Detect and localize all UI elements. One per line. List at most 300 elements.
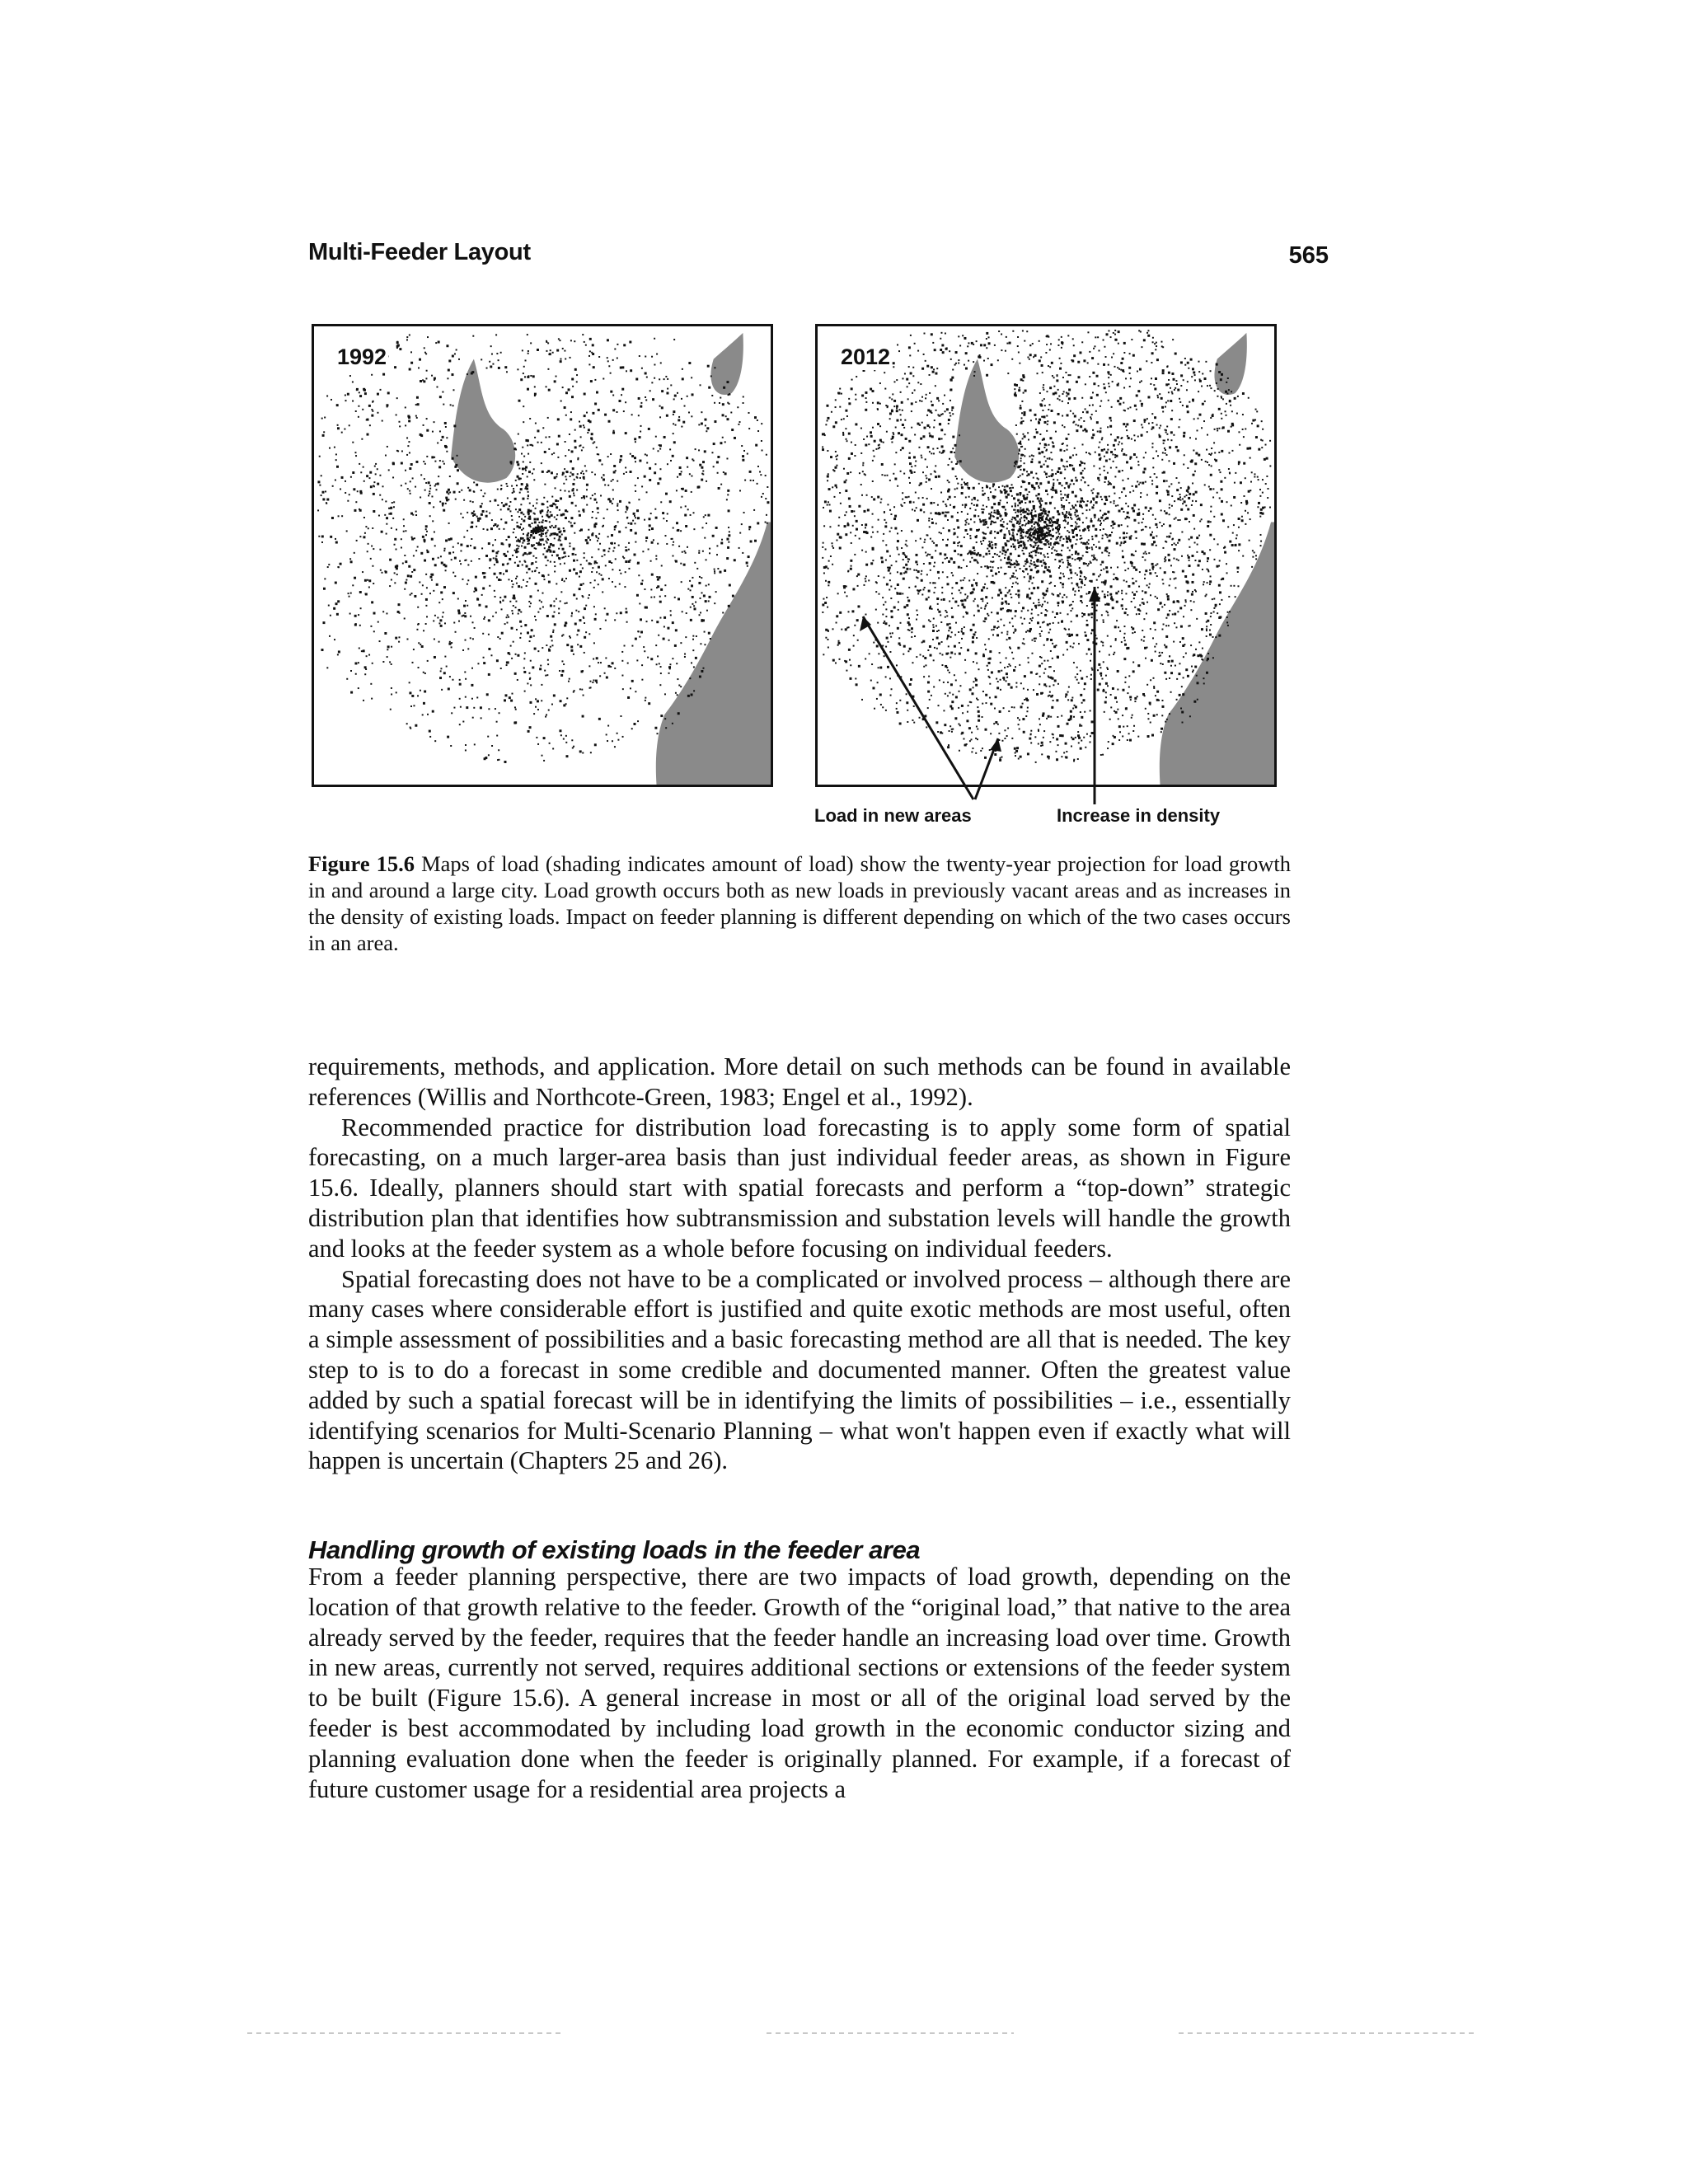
load-dot (1245, 502, 1248, 504)
load-dot (562, 548, 565, 551)
load-dot (521, 483, 523, 485)
load-dot (1173, 558, 1175, 560)
load-dot (688, 362, 691, 364)
load-dot (663, 436, 666, 438)
load-dot (668, 640, 670, 641)
load-dot (555, 525, 556, 527)
load-dot (526, 565, 528, 568)
load-dot (1037, 477, 1039, 479)
load-dot (945, 504, 946, 505)
load-dot (372, 565, 373, 567)
load-dot (532, 473, 533, 475)
load-dot (565, 476, 566, 477)
load-dot (924, 539, 926, 541)
load-dot (584, 622, 585, 624)
load-dot (371, 409, 373, 410)
load-dot (559, 536, 561, 538)
load-dot (1071, 465, 1073, 466)
load-dot (573, 548, 575, 551)
load-dot (1114, 330, 1116, 331)
load-dot (557, 418, 560, 420)
load-dot (329, 448, 331, 449)
load-dot (1045, 460, 1047, 462)
load-dot (579, 645, 582, 648)
load-dot (507, 497, 509, 499)
load-dot (526, 585, 528, 587)
load-dot (1098, 447, 1100, 448)
load-dot (526, 572, 528, 574)
load-dot (1165, 406, 1166, 408)
load-dot (1137, 464, 1139, 466)
load-dot (556, 533, 559, 536)
load-dot (1128, 367, 1131, 369)
load-dot (1152, 457, 1154, 459)
load-dot (386, 612, 387, 614)
load-dot (623, 344, 626, 346)
load-dot (649, 390, 651, 391)
load-dot (1118, 497, 1120, 499)
load-dot (635, 517, 636, 518)
load-dot (384, 570, 386, 572)
load-dot (1168, 379, 1170, 381)
load-dot (884, 525, 887, 527)
load-dot (956, 519, 959, 522)
load-dot (1130, 406, 1132, 408)
load-dot (617, 480, 618, 482)
load-dot (1072, 532, 1074, 534)
load-dot (980, 541, 982, 542)
load-dot (597, 540, 598, 541)
load-dot (533, 544, 535, 546)
load-dot (543, 527, 545, 528)
load-dot (1082, 411, 1084, 413)
load-dot (499, 528, 500, 530)
load-dot (1093, 499, 1095, 501)
load-dot (1202, 569, 1203, 570)
load-dot (579, 477, 581, 479)
load-dot (509, 558, 511, 560)
load-dot (1088, 547, 1090, 549)
load-dot (856, 376, 857, 377)
load-dot (425, 482, 427, 484)
load-dot (865, 401, 867, 403)
load-dot (1206, 449, 1207, 451)
load-dot (720, 442, 722, 444)
load-dot (1258, 479, 1259, 480)
load-dot (562, 472, 565, 475)
load-dot (607, 536, 609, 537)
load-dot (527, 439, 529, 442)
load-dot (471, 684, 473, 687)
load-dot (470, 500, 471, 502)
load-dot (1043, 464, 1045, 466)
load-dot (490, 654, 492, 656)
sea-water (656, 522, 771, 785)
load-dot (564, 468, 565, 470)
load-dot (598, 537, 599, 539)
load-dot (591, 571, 593, 573)
load-dot (673, 433, 674, 434)
load-dot (706, 430, 707, 432)
load-dot (1082, 470, 1084, 471)
load-dot (670, 384, 672, 386)
load-dot (1192, 574, 1194, 576)
load-dot (494, 499, 496, 502)
load-dot (410, 351, 412, 353)
load-dot (926, 535, 928, 537)
load-dot (359, 490, 362, 493)
load-dot (386, 523, 387, 525)
load-dot (955, 476, 957, 477)
load-dot (646, 491, 648, 493)
load-dot (482, 587, 485, 589)
load-dot (467, 545, 469, 547)
load-dot (498, 359, 499, 361)
load-dot (765, 498, 767, 499)
load-dot (403, 518, 405, 520)
load-dot (870, 431, 872, 434)
load-dot (954, 364, 956, 366)
load-dot (546, 536, 547, 537)
load-dot (978, 515, 979, 517)
load-dot (368, 477, 370, 479)
load-dot (478, 604, 481, 607)
load-dot (1147, 330, 1149, 331)
load-dot (672, 621, 674, 624)
load-dot (637, 477, 639, 479)
load-dot (600, 494, 602, 496)
load-dot (881, 463, 884, 466)
load-dot (1011, 518, 1013, 520)
load-dot (601, 477, 603, 479)
load-dot (897, 571, 898, 573)
load-dot (714, 367, 715, 368)
load-dot (409, 490, 410, 492)
load-dot (425, 598, 428, 601)
load-dot (617, 509, 619, 511)
load-dot (620, 573, 621, 574)
load-dot (534, 386, 536, 387)
load-dot (417, 695, 419, 696)
load-dot (513, 448, 516, 450)
load-dot (1057, 510, 1059, 513)
load-dot (915, 401, 917, 403)
load-dot (659, 405, 661, 407)
load-dot (935, 410, 937, 411)
load-dot (645, 697, 646, 699)
load-dot (1140, 496, 1142, 498)
load-dot (760, 474, 762, 476)
load-dot (368, 579, 371, 582)
load-dot (538, 528, 541, 531)
load-dot (914, 389, 916, 391)
load-dot (667, 627, 669, 630)
load-dot (422, 714, 424, 715)
load-dot (548, 710, 550, 711)
load-dot (354, 452, 356, 453)
load-dot (930, 569, 931, 571)
load-dot (1188, 556, 1190, 559)
load-dot (598, 459, 601, 462)
load-dot (535, 532, 537, 534)
load-dot (677, 476, 678, 478)
load-dot (592, 511, 593, 513)
load-dot (625, 466, 626, 468)
load-dot (587, 432, 588, 434)
load-dot (988, 551, 990, 552)
load-dot (542, 427, 544, 429)
load-dot (648, 428, 650, 430)
load-dot (424, 691, 426, 693)
load-dot (552, 748, 554, 749)
load-dot (1097, 431, 1099, 433)
load-dot (396, 529, 397, 531)
load-dot (551, 514, 553, 517)
load-dot (853, 510, 855, 512)
load-dot (724, 441, 726, 443)
load-dot (391, 687, 392, 689)
load-dot (1062, 573, 1064, 574)
load-dot (523, 537, 524, 539)
load-dot (355, 455, 357, 457)
load-dot (472, 621, 474, 623)
load-dot (1225, 391, 1227, 393)
load-dot (522, 564, 523, 565)
load-dot (1123, 487, 1125, 490)
load-dot (548, 649, 551, 652)
load-dot (485, 511, 487, 513)
load-dot (547, 530, 549, 532)
load-dot (1234, 482, 1236, 484)
load-dot (444, 445, 447, 448)
load-dot (1121, 508, 1123, 510)
load-dot (1072, 536, 1075, 538)
load-dot (879, 425, 881, 427)
load-dot (439, 501, 441, 503)
load-dot (1085, 430, 1088, 433)
load-dot (563, 704, 565, 706)
load-dot (684, 656, 686, 658)
load-dot (866, 436, 868, 438)
load-dot (498, 759, 499, 761)
load-dot (685, 490, 687, 492)
load-dot (1068, 388, 1071, 391)
load-dot (448, 538, 450, 541)
load-dot (895, 452, 897, 453)
load-dot (556, 514, 558, 516)
load-dot (862, 464, 864, 466)
load-dot (1105, 566, 1108, 569)
load-dot (1083, 562, 1085, 565)
load-dot (1039, 487, 1040, 489)
load-dot (335, 602, 338, 605)
load-dot (637, 518, 639, 519)
load-dot (511, 658, 513, 659)
load-dot (522, 473, 523, 475)
load-dot (528, 494, 529, 496)
load-dot (925, 397, 926, 399)
load-dot (411, 538, 414, 541)
load-dot (1191, 376, 1193, 377)
load-dot (525, 466, 528, 469)
load-dot (654, 364, 655, 366)
load-dot (870, 435, 873, 438)
load-dot (1146, 494, 1148, 496)
load-dot (1114, 500, 1115, 502)
load-dot (709, 552, 710, 554)
load-dot (954, 528, 955, 530)
load-dot (328, 605, 330, 607)
load-dot (443, 509, 445, 512)
load-dot (444, 422, 447, 424)
load-dot (358, 614, 359, 616)
load-dot (1213, 538, 1215, 540)
load-dot (1084, 462, 1085, 464)
load-dot (1067, 566, 1068, 568)
load-dot (392, 518, 394, 519)
load-dot (352, 401, 354, 402)
load-dot (761, 423, 762, 424)
load-dot (1034, 436, 1036, 438)
load-dot (561, 670, 564, 673)
load-dot (1076, 454, 1077, 456)
load-dot (454, 353, 456, 354)
load-dot (434, 377, 436, 380)
load-dot (1245, 510, 1246, 512)
load-dot (989, 543, 991, 545)
load-dot (425, 377, 427, 379)
load-dot (906, 568, 908, 570)
load-dot (628, 568, 630, 569)
load-dot (424, 560, 426, 562)
load-dot (563, 551, 565, 554)
load-dot (831, 411, 832, 413)
load-dot (1019, 363, 1020, 364)
load-dot (476, 598, 479, 601)
load-dot (1099, 480, 1100, 481)
load-dot (591, 471, 593, 473)
load-dot (394, 538, 396, 541)
load-dot (363, 536, 365, 538)
load-dot (1165, 452, 1166, 454)
load-dot (503, 573, 504, 574)
load-dot (851, 387, 853, 390)
load-dot (588, 594, 590, 596)
load-dot (961, 484, 963, 485)
load-dot (1142, 427, 1143, 429)
load-dot (645, 453, 646, 455)
load-dot (702, 619, 705, 621)
load-dot (360, 607, 362, 609)
load-dot (1115, 466, 1117, 468)
load-dot (894, 515, 897, 518)
load-dot (704, 537, 706, 539)
load-dot (424, 490, 426, 491)
load-dot (377, 393, 379, 396)
load-dot (1121, 524, 1123, 526)
load-dot (676, 490, 678, 491)
load-dot (634, 457, 636, 459)
load-dot (657, 450, 659, 452)
load-dot (583, 511, 584, 513)
load-dot (513, 594, 515, 597)
load-dot (1039, 392, 1041, 394)
load-dot (355, 673, 357, 675)
load-dot (527, 682, 528, 684)
load-dot (1079, 530, 1081, 532)
load-dot (566, 697, 568, 699)
load-dot (1162, 547, 1164, 549)
load-dot (546, 350, 547, 352)
load-dot (896, 419, 898, 422)
load-dot (602, 578, 604, 580)
load-dot (1001, 518, 1003, 520)
load-dot (649, 479, 651, 481)
load-dot (597, 507, 599, 509)
load-dot (861, 550, 863, 551)
load-dot (360, 471, 362, 473)
load-dot (635, 485, 636, 486)
load-dot (599, 628, 601, 630)
load-dot (694, 562, 696, 564)
load-dot (582, 596, 584, 598)
load-dot (893, 473, 894, 475)
load-dot (330, 536, 332, 538)
load-dot (415, 511, 417, 513)
load-dot (581, 497, 583, 499)
load-dot (1034, 561, 1035, 563)
load-dot (321, 541, 323, 543)
load-dot (931, 518, 933, 520)
load-dot (617, 521, 619, 523)
load-dot (960, 545, 963, 547)
load-dot (639, 436, 641, 438)
load-dot (717, 568, 719, 569)
load-dot (520, 633, 522, 635)
load-dot (594, 579, 596, 581)
load-dot (367, 551, 368, 552)
load-dot (427, 714, 429, 715)
load-dot (598, 573, 600, 574)
load-dot (929, 526, 931, 527)
load-dot (1243, 436, 1245, 438)
load-dot (1011, 534, 1014, 537)
load-dot (599, 543, 601, 545)
load-dot (605, 657, 607, 658)
load-dot (1259, 495, 1261, 497)
load-dot (476, 516, 478, 518)
load-dot (946, 408, 949, 410)
load-dot (833, 496, 835, 498)
load-dot (925, 475, 926, 476)
load-dot (458, 612, 461, 614)
load-dot (629, 341, 631, 344)
load-dot (746, 562, 748, 565)
load-dot (660, 501, 662, 503)
load-dot (714, 402, 715, 404)
load-dot (696, 635, 697, 637)
load-dot (529, 606, 531, 607)
load-dot (447, 377, 448, 379)
load-dot (1072, 506, 1075, 509)
load-dot (537, 429, 539, 432)
load-dot (670, 614, 672, 616)
load-dot (613, 465, 616, 467)
load-dot (1076, 480, 1078, 482)
load-dot (546, 615, 549, 617)
load-dot (1169, 507, 1170, 509)
load-dot (710, 638, 711, 640)
